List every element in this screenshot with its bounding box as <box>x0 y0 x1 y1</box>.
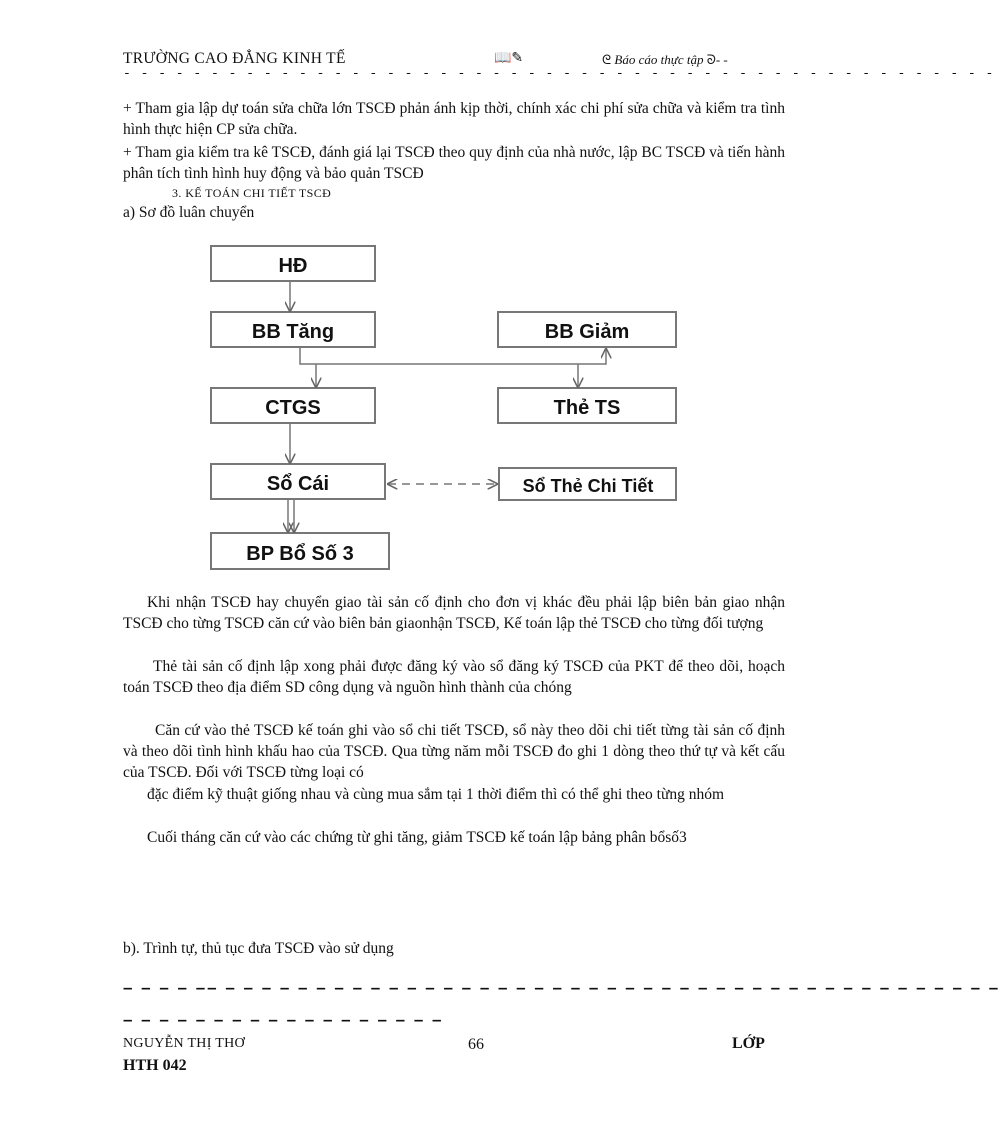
school-name: TRƯỜNG CAO ĐẲNG KINH TẾ <box>123 50 346 67</box>
paragraph-inventory-check: + Tham gia kiểm tra kê TSCĐ, đánh giá lại TSCĐ theo quy định của nhà nước, lập BC TSCĐ và tiến hành phân tích tình hình huy động và bảo quản TSCĐ <box>123 144 785 182</box>
subheading-procedure: b). Trình tự, thủ tục đưa TSCĐ vào sử dụng <box>123 940 394 957</box>
connector-bus <box>300 347 606 364</box>
paragraph-repair-estimate: + Tham gia lập dự toán sửa chữa lớn TSCĐ phản ánh kịp thời, chính xác chi phí sửa chữa và kiểm tra tình hình thực hiện CP sửa chữa. <box>123 100 785 138</box>
box-the-ts-label: Thẻ TS <box>553 397 621 419</box>
paragraph-registration: Thẻ tài sản cố định lập xong phải được đăng ký vào sổ đăng ký TSCĐ của PKT để theo dõi, hoạch toán TSCĐ theo địa điểm SD công dụng và nguồn hình thành của chóng <box>123 658 785 696</box>
paragraph-group-entry: đặc điểm kỹ thuật giống nhau và cùng mua sắm tại 1 thời điểm thì có thể ghi theo từng nhóm <box>147 786 725 803</box>
box-bb-giam-label: BB Giảm <box>544 321 630 343</box>
box-hd-label: HĐ <box>278 255 308 277</box>
box-bb-tang-label: BB Tăng <box>251 321 335 343</box>
class-label: LỚP <box>732 1035 765 1052</box>
page-number: 66 <box>468 1036 484 1053</box>
box-bp-bo-so-3-label: BP Bổ Số 3 <box>246 543 354 565</box>
header-divider: - - - - - - - - - - - - - - - - - - - - - - - - - - - - - - - - - - - - - - - - - - - - - - - - - - <box>123 66 995 81</box>
footer-divider-2: – – – – – – – – – – – – – – – – – – <box>123 1010 444 1029</box>
class-code: HTH 042 <box>123 1057 187 1074</box>
student-name: NGUYỄN THỊ THƠ <box>123 1036 245 1051</box>
paragraph-detail-ledger: Căn cứ vào thẻ TSCĐ kế toán ghi vào sổ chi tiết TSCĐ, sổ này theo dõi chi tiết từng tài sản cố định và theo dõi tình hình khấu hao của TSCĐ. Qua từng năm mỗi TSCĐ đo ghi 1 dòng theo thứ tự và kết cấu của TSCĐ. Đối với TSCĐ từng loại có <box>123 722 785 781</box>
paragraph-month-end: Cuối tháng căn cứ vào các chứng từ ghi tăng, giảm TSCĐ kế toán lập bảng phân bổsố3 <box>147 829 687 846</box>
section-heading: 3. KẾ TOÁN CHI TIẾT TSCĐ <box>172 186 332 200</box>
book-pen-icon: 📖✎ <box>494 51 524 66</box>
subheading-flow-diagram: a) Sơ đồ luân chuyển <box>123 204 255 221</box>
report-label: Báo cáo thực tập <box>614 52 704 67</box>
box-ctgs-label: CTGS <box>265 397 321 419</box>
right-ornament-icon: ᘐ- - <box>706 52 728 67</box>
box-so-cai-label: Sổ Cái <box>266 473 330 495</box>
left-ornament-icon: ᘓ <box>602 52 612 67</box>
footer-divider-1: – – – – –– – – – – – – – – – – – – – – – – – – – – – – – – – – – – – – – – – – – – – – – – – – – <box>123 978 1000 997</box>
paragraph-handover: Khi nhận TSCĐ hay chuyển giao tài sản cố định cho đơn vị khác đều phải lập biên bản giao nhận TSCĐ cho từng TSCĐ căn cứ vào biên bản giaonhận TSCĐ, Kế toán lập thẻ TSCĐ cho từng đối tượng <box>123 594 785 632</box>
box-so-the-chi-tiet-label: Sổ Thẻ Chi Tiết <box>522 476 654 496</box>
